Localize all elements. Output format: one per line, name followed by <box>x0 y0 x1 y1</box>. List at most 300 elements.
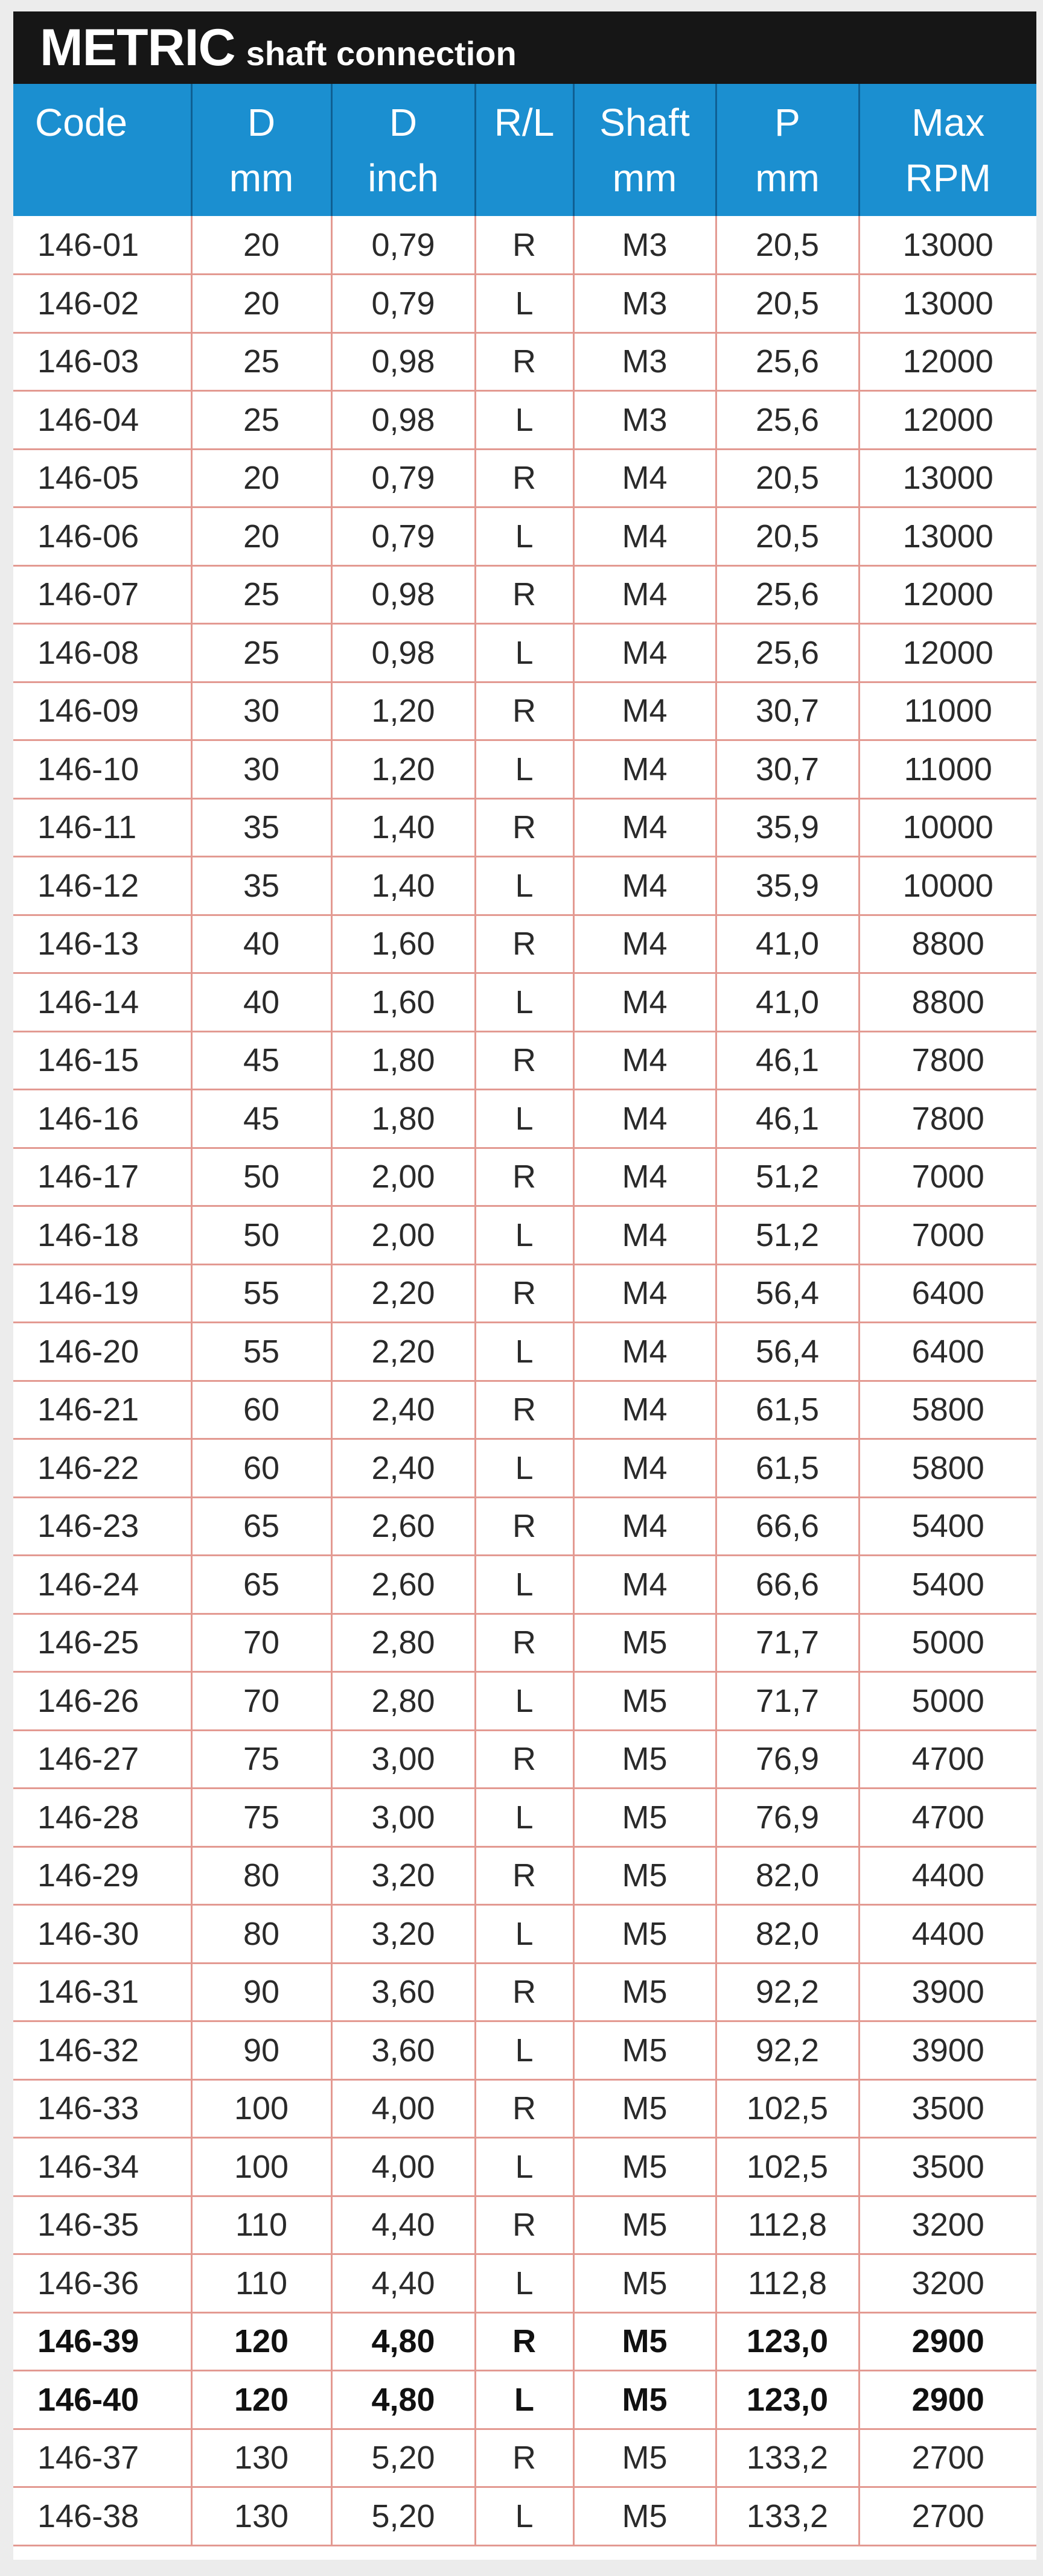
cell-shaft-mm: M4 <box>573 624 716 682</box>
column-header-line1: Max <box>911 101 985 144</box>
cell-d-inch: 1,60 <box>331 915 475 973</box>
cell-rl: L <box>475 2487 573 2546</box>
cell-d-mm: 25 <box>191 624 331 682</box>
table-row <box>13 624 1036 682</box>
cell-code: 146-02 <box>13 275 191 333</box>
cell-p-mm: 112,8 <box>716 2196 859 2254</box>
column-header-p-mm <box>716 84 859 216</box>
column-header-line2: inch <box>368 156 439 200</box>
cell-d-inch: 1,20 <box>331 740 475 799</box>
table-row <box>13 391 1036 450</box>
cell-p-mm: 46,1 <box>716 1090 859 1148</box>
table-row <box>13 915 1036 973</box>
cell-d-mm: 40 <box>191 973 331 1032</box>
table-row <box>13 332 1036 391</box>
cell-d-mm: 20 <box>191 507 331 566</box>
cell-code: 146-33 <box>13 2079 191 2138</box>
cell-d-inch: 3,00 <box>331 1730 475 1789</box>
cell-d-mm: 25 <box>191 565 331 624</box>
cell-shaft-mm: M5 <box>573 1730 716 1789</box>
cell-d-mm: 30 <box>191 740 331 799</box>
cell-d-mm: 50 <box>191 1148 331 1206</box>
cell-max-rpm: 13000 <box>859 216 1036 275</box>
cell-d-mm: 90 <box>191 1963 331 2021</box>
cell-rl: R <box>475 565 573 624</box>
cell-max-rpm: 5400 <box>859 1497 1036 1556</box>
cell-d-inch: 4,40 <box>331 2196 475 2254</box>
cell-code: 146-27 <box>13 1730 191 1789</box>
cell-rl: R <box>475 1381 573 1439</box>
cell-code: 146-18 <box>13 1206 191 1265</box>
cell-p-mm: 133,2 <box>716 2429 859 2487</box>
cell-code: 146-40 <box>13 2371 191 2429</box>
cell-code: 146-29 <box>13 1846 191 1905</box>
cell-rl: L <box>475 1323 573 1381</box>
cell-max-rpm: 8800 <box>859 915 1036 973</box>
cell-code: 146-32 <box>13 2021 191 2080</box>
cell-rl: R <box>475 798 573 857</box>
table-row <box>13 2429 1036 2487</box>
cell-d-mm: 130 <box>191 2429 331 2487</box>
cell-p-mm: 25,6 <box>716 565 859 624</box>
cell-code: 146-35 <box>13 2196 191 2254</box>
table-row <box>13 682 1036 740</box>
cell-max-rpm: 3500 <box>859 2079 1036 2138</box>
table-row <box>13 2021 1036 2080</box>
cell-d-mm: 120 <box>191 2312 331 2371</box>
table-row <box>13 1439 1036 1498</box>
cell-max-rpm: 2700 <box>859 2429 1036 2487</box>
cell-code: 146-06 <box>13 507 191 566</box>
cell-rl: L <box>475 507 573 566</box>
table-row <box>13 2371 1036 2429</box>
cell-shaft-mm: M3 <box>573 332 716 391</box>
cell-shaft-mm: M4 <box>573 1381 716 1439</box>
cell-max-rpm: 7800 <box>859 1090 1036 1148</box>
cell-shaft-mm: M4 <box>573 507 716 566</box>
table-row <box>13 740 1036 799</box>
cell-code: 146-13 <box>13 915 191 973</box>
cell-p-mm: 25,6 <box>716 391 859 450</box>
cell-max-rpm: 12000 <box>859 391 1036 450</box>
table-row <box>13 275 1036 333</box>
table-row <box>13 1381 1036 1439</box>
table-row <box>13 1672 1036 1731</box>
cell-rl: L <box>475 2371 573 2429</box>
cell-d-inch: 2,60 <box>331 1497 475 1556</box>
column-header-d-inch <box>331 84 475 216</box>
cell-d-mm: 130 <box>191 2487 331 2546</box>
table-row <box>13 1846 1036 1905</box>
cell-rl: L <box>475 857 573 915</box>
cell-max-rpm: 12000 <box>859 624 1036 682</box>
cell-p-mm: 51,2 <box>716 1206 859 1265</box>
cell-max-rpm: 4400 <box>859 1905 1036 1964</box>
cell-d-mm: 60 <box>191 1381 331 1439</box>
cell-d-mm: 20 <box>191 275 331 333</box>
column-header-rl <box>475 84 573 216</box>
cell-p-mm: 61,5 <box>716 1439 859 1498</box>
cell-code: 146-01 <box>13 216 191 275</box>
cell-d-mm: 65 <box>191 1497 331 1556</box>
cell-max-rpm: 3200 <box>859 2254 1036 2313</box>
cell-d-mm: 55 <box>191 1323 331 1381</box>
cell-code: 146-03 <box>13 332 191 391</box>
cell-p-mm: 30,7 <box>716 682 859 740</box>
cell-max-rpm: 10000 <box>859 857 1036 915</box>
cell-d-mm: 40 <box>191 915 331 973</box>
cell-max-rpm: 7000 <box>859 1206 1036 1265</box>
cell-d-inch: 2,60 <box>331 1556 475 1614</box>
cell-code: 146-10 <box>13 740 191 799</box>
cell-shaft-mm: M4 <box>573 1264 716 1323</box>
cell-d-inch: 1,80 <box>331 1031 475 1090</box>
cell-code: 146-16 <box>13 1090 191 1148</box>
cell-code: 146-30 <box>13 1905 191 1964</box>
cell-d-mm: 65 <box>191 1556 331 1614</box>
table-row <box>13 1090 1036 1148</box>
cell-code: 146-26 <box>13 1672 191 1731</box>
cell-shaft-mm: M5 <box>573 2021 716 2080</box>
cell-max-rpm: 13000 <box>859 507 1036 566</box>
cell-code: 146-38 <box>13 2487 191 2546</box>
cell-code: 146-23 <box>13 1497 191 1556</box>
cell-max-rpm: 13000 <box>859 275 1036 333</box>
cell-shaft-mm: M4 <box>573 798 716 857</box>
cell-p-mm: 61,5 <box>716 1381 859 1439</box>
cell-p-mm: 35,9 <box>716 857 859 915</box>
cell-shaft-mm: M4 <box>573 449 716 507</box>
table-row <box>13 449 1036 507</box>
cell-d-mm: 75 <box>191 1789 331 1847</box>
cell-code: 146-31 <box>13 1963 191 2021</box>
cell-d-inch: 0,79 <box>331 507 475 566</box>
cell-d-inch: 1,60 <box>331 973 475 1032</box>
cell-code: 146-20 <box>13 1323 191 1381</box>
cell-shaft-mm: M4 <box>573 1090 716 1148</box>
column-header-line2: mm <box>612 156 677 200</box>
cell-d-inch: 5,20 <box>331 2487 475 2546</box>
cell-rl: L <box>475 1090 573 1148</box>
cell-d-inch: 3,00 <box>331 1789 475 1847</box>
cell-rl: R <box>475 1031 573 1090</box>
cell-p-mm: 133,2 <box>716 2487 859 2546</box>
cell-max-rpm: 10000 <box>859 798 1036 857</box>
cell-rl: L <box>475 1556 573 1614</box>
cell-d-mm: 70 <box>191 1614 331 1672</box>
cell-shaft-mm: M5 <box>573 1905 716 1964</box>
cell-rl: L <box>475 624 573 682</box>
table-row <box>13 1730 1036 1789</box>
cell-shaft-mm: M4 <box>573 1556 716 1614</box>
cell-max-rpm: 5000 <box>859 1614 1036 1672</box>
cell-max-rpm: 2900 <box>859 2312 1036 2371</box>
cell-d-inch: 1,40 <box>331 798 475 857</box>
cell-shaft-mm: M3 <box>573 275 716 333</box>
cell-p-mm: 71,7 <box>716 1614 859 1672</box>
cell-d-inch: 0,79 <box>331 449 475 507</box>
cell-rl: R <box>475 1846 573 1905</box>
cell-max-rpm: 2700 <box>859 2487 1036 2546</box>
cell-shaft-mm: M4 <box>573 1031 716 1090</box>
cell-d-inch: 3,60 <box>331 1963 475 2021</box>
cell-p-mm: 25,6 <box>716 624 859 682</box>
cell-d-mm: 20 <box>191 216 331 275</box>
cell-code: 146-25 <box>13 1614 191 1672</box>
cell-shaft-mm: M4 <box>573 682 716 740</box>
cell-code: 146-28 <box>13 1789 191 1847</box>
cell-d-mm: 110 <box>191 2254 331 2313</box>
cell-rl: L <box>475 1206 573 1265</box>
cell-shaft-mm: M4 <box>573 973 716 1032</box>
cell-rl: R <box>475 1963 573 2021</box>
cell-d-inch: 5,20 <box>331 2429 475 2487</box>
spec-sheet <box>13 11 1036 2560</box>
cell-d-inch: 2,20 <box>331 1264 475 1323</box>
cell-d-mm: 55 <box>191 1264 331 1323</box>
cell-d-inch: 3,60 <box>331 2021 475 2080</box>
cell-rl: R <box>475 682 573 740</box>
table-row <box>13 2138 1036 2196</box>
cell-d-inch: 2,20 <box>331 1323 475 1381</box>
cell-code: 146-22 <box>13 1439 191 1498</box>
cell-d-inch: 0,98 <box>331 624 475 682</box>
spec-table <box>13 84 1036 2546</box>
cell-p-mm: 66,6 <box>716 1556 859 1614</box>
cell-p-mm: 20,5 <box>716 449 859 507</box>
cell-shaft-mm: M4 <box>573 1439 716 1498</box>
cell-p-mm: 35,9 <box>716 798 859 857</box>
table-row <box>13 857 1036 915</box>
table-row <box>13 973 1036 1032</box>
cell-code: 146-04 <box>13 391 191 450</box>
cell-shaft-mm: M5 <box>573 1672 716 1731</box>
cell-p-mm: 41,0 <box>716 973 859 1032</box>
table-row <box>13 1905 1036 1964</box>
cell-rl: R <box>475 332 573 391</box>
table-row <box>13 1497 1036 1556</box>
cell-p-mm: 46,1 <box>716 1031 859 1090</box>
cell-p-mm: 66,6 <box>716 1497 859 1556</box>
table-row <box>13 216 1036 275</box>
cell-shaft-mm: M4 <box>573 1148 716 1206</box>
cell-rl: R <box>475 449 573 507</box>
cell-d-mm: 120 <box>191 2371 331 2429</box>
cell-code: 146-37 <box>13 2429 191 2487</box>
cell-max-rpm: 6400 <box>859 1264 1036 1323</box>
cell-p-mm: 51,2 <box>716 1148 859 1206</box>
cell-max-rpm: 12000 <box>859 332 1036 391</box>
cell-code: 146-11 <box>13 798 191 857</box>
cell-max-rpm: 5000 <box>859 1672 1036 1731</box>
cell-d-inch: 3,20 <box>331 1905 475 1964</box>
cell-d-inch: 2,80 <box>331 1614 475 1672</box>
cell-rl: R <box>475 2196 573 2254</box>
table-row <box>13 1206 1036 1265</box>
title-main: METRIC <box>40 18 235 77</box>
cell-code: 146-09 <box>13 682 191 740</box>
cell-d-inch: 2,40 <box>331 1381 475 1439</box>
column-header-line1: Shaft <box>599 101 690 144</box>
cell-rl: L <box>475 1439 573 1498</box>
title-bar <box>13 11 1036 84</box>
table-row <box>13 2079 1036 2138</box>
cell-rl: L <box>475 2138 573 2196</box>
cell-d-inch: 2,80 <box>331 1672 475 1731</box>
cell-d-mm: 60 <box>191 1439 331 1498</box>
cell-shaft-mm: M5 <box>573 2196 716 2254</box>
cell-p-mm: 20,5 <box>716 507 859 566</box>
cell-d-mm: 100 <box>191 2138 331 2196</box>
cell-p-mm: 123,0 <box>716 2312 859 2371</box>
cell-rl: L <box>475 2254 573 2313</box>
cell-d-inch: 0,98 <box>331 565 475 624</box>
cell-shaft-mm: M4 <box>573 1497 716 1556</box>
column-header-line2: RPM <box>905 156 991 200</box>
cell-code: 146-15 <box>13 1031 191 1090</box>
cell-max-rpm: 8800 <box>859 973 1036 1032</box>
cell-max-rpm: 4400 <box>859 1846 1036 1905</box>
column-header-d-mm <box>191 84 331 216</box>
cell-max-rpm: 5800 <box>859 1381 1036 1439</box>
cell-d-inch: 4,80 <box>331 2371 475 2429</box>
cell-rl: L <box>475 1672 573 1731</box>
cell-shaft-mm: M5 <box>573 2312 716 2371</box>
cell-max-rpm: 2900 <box>859 2371 1036 2429</box>
column-header-line1: D <box>389 101 418 144</box>
cell-rl: R <box>475 915 573 973</box>
cell-max-rpm: 12000 <box>859 565 1036 624</box>
table-row <box>13 1789 1036 1847</box>
cell-p-mm: 123,0 <box>716 2371 859 2429</box>
table-row <box>13 2312 1036 2371</box>
cell-d-mm: 25 <box>191 391 331 450</box>
cell-shaft-mm: M5 <box>573 2429 716 2487</box>
cell-d-mm: 80 <box>191 1905 331 1964</box>
cell-p-mm: 102,5 <box>716 2079 859 2138</box>
cell-rl: R <box>475 1148 573 1206</box>
header-row <box>13 84 1036 216</box>
cell-shaft-mm: M4 <box>573 740 716 799</box>
table-row <box>13 1323 1036 1381</box>
table-row <box>13 1148 1036 1206</box>
table-row <box>13 1556 1036 1614</box>
cell-d-mm: 50 <box>191 1206 331 1265</box>
cell-code: 146-07 <box>13 565 191 624</box>
cell-shaft-mm: M4 <box>573 857 716 915</box>
table-row <box>13 2254 1036 2313</box>
cell-p-mm: 82,0 <box>716 1905 859 1964</box>
cell-shaft-mm: M5 <box>573 2079 716 2138</box>
cell-shaft-mm: M5 <box>573 1963 716 2021</box>
column-header-shaft-mm <box>573 84 716 216</box>
cell-rl: R <box>475 2079 573 2138</box>
cell-rl: L <box>475 1789 573 1847</box>
cell-d-mm: 110 <box>191 2196 331 2254</box>
cell-d-inch: 0,79 <box>331 275 475 333</box>
column-header-line1: R/L <box>494 101 555 144</box>
cell-d-mm: 80 <box>191 1846 331 1905</box>
cell-p-mm: 25,6 <box>716 332 859 391</box>
cell-p-mm: 56,4 <box>716 1264 859 1323</box>
cell-max-rpm: 13000 <box>859 449 1036 507</box>
cell-d-inch: 2,00 <box>331 1206 475 1265</box>
cell-rl: R <box>475 1730 573 1789</box>
cell-p-mm: 20,5 <box>716 216 859 275</box>
column-header-line1: D <box>247 101 276 144</box>
cell-max-rpm: 3200 <box>859 2196 1036 2254</box>
cell-p-mm: 92,2 <box>716 2021 859 2080</box>
column-header-line2: mm <box>229 156 294 200</box>
cell-p-mm: 41,0 <box>716 915 859 973</box>
cell-shaft-mm: M4 <box>573 1323 716 1381</box>
cell-max-rpm: 3900 <box>859 1963 1036 2021</box>
cell-d-inch: 0,79 <box>331 216 475 275</box>
table-row <box>13 565 1036 624</box>
cell-shaft-mm: M3 <box>573 391 716 450</box>
cell-max-rpm: 11000 <box>859 740 1036 799</box>
cell-max-rpm: 6400 <box>859 1323 1036 1381</box>
cell-p-mm: 30,7 <box>716 740 859 799</box>
cell-max-rpm: 4700 <box>859 1789 1036 1847</box>
cell-p-mm: 56,4 <box>716 1323 859 1381</box>
cell-d-mm: 70 <box>191 1672 331 1731</box>
cell-p-mm: 76,9 <box>716 1730 859 1789</box>
cell-d-mm: 45 <box>191 1090 331 1148</box>
cell-code: 146-34 <box>13 2138 191 2196</box>
cell-d-mm: 100 <box>191 2079 331 2138</box>
cell-rl: R <box>475 2312 573 2371</box>
cell-max-rpm: 11000 <box>859 682 1036 740</box>
cell-max-rpm: 5400 <box>859 1556 1036 1614</box>
cell-d-mm: 90 <box>191 2021 331 2080</box>
cell-max-rpm: 7800 <box>859 1031 1036 1090</box>
cell-code: 146-12 <box>13 857 191 915</box>
cell-shaft-mm: M5 <box>573 1846 716 1905</box>
cell-code: 146-17 <box>13 1148 191 1206</box>
table-row <box>13 2196 1036 2254</box>
cell-code: 146-39 <box>13 2312 191 2371</box>
cell-shaft-mm: M5 <box>573 2371 716 2429</box>
column-header-line1: P <box>774 101 800 144</box>
table-row <box>13 2487 1036 2546</box>
cell-rl: L <box>475 2021 573 2080</box>
cell-p-mm: 20,5 <box>716 275 859 333</box>
table-row <box>13 798 1036 857</box>
column-header-max-rpm <box>859 84 1036 216</box>
cell-p-mm: 112,8 <box>716 2254 859 2313</box>
cell-rl: R <box>475 216 573 275</box>
cell-d-inch: 3,20 <box>331 1846 475 1905</box>
cell-d-inch: 4,80 <box>331 2312 475 2371</box>
table-row <box>13 1031 1036 1090</box>
cell-shaft-mm: M5 <box>573 2487 716 2546</box>
table-row <box>13 507 1036 566</box>
cell-d-inch: 2,00 <box>331 1148 475 1206</box>
cell-d-inch: 0,98 <box>331 332 475 391</box>
cell-d-mm: 30 <box>191 682 331 740</box>
column-header-line1: Code <box>35 101 127 144</box>
column-header-line2: mm <box>755 156 820 200</box>
cell-d-inch: 0,98 <box>331 391 475 450</box>
cell-shaft-mm: M4 <box>573 1206 716 1265</box>
cell-d-inch: 1,20 <box>331 682 475 740</box>
table-row <box>13 1614 1036 1672</box>
cell-rl: L <box>475 391 573 450</box>
cell-code: 146-21 <box>13 1381 191 1439</box>
cell-rl: R <box>475 1614 573 1672</box>
title-sub: shaft connection <box>246 34 517 72</box>
